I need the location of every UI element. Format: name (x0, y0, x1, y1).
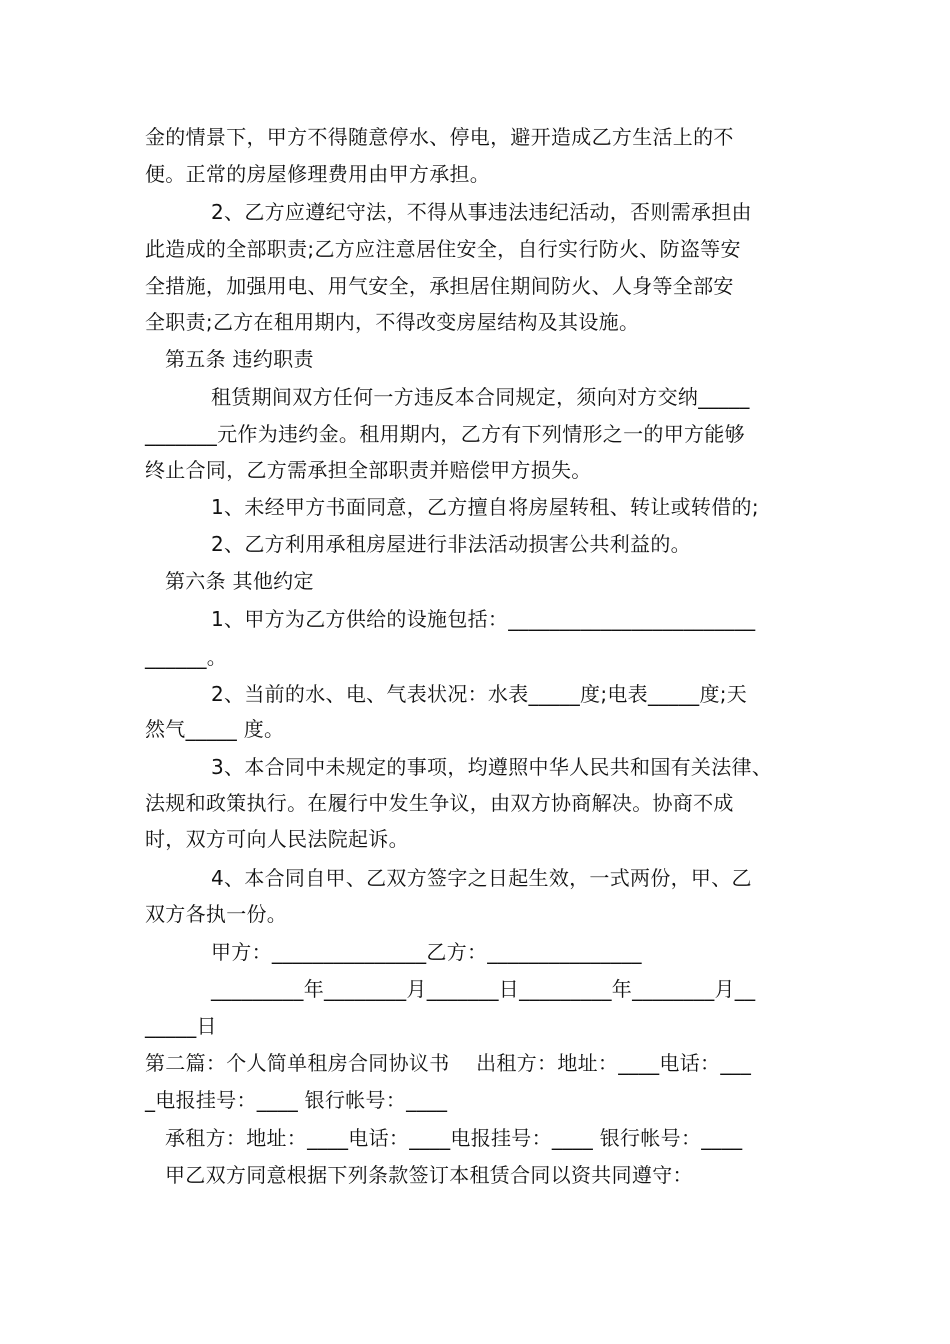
date-line: _________年________月_______日_________年________月__ (211, 977, 756, 1001)
text-line: 然气_____ 度。 (145, 717, 285, 741)
text-line: 4、本合同自甲、乙双方签字之日起生效，一式两份，甲、乙 (211, 866, 752, 890)
text-line: 2、当前的水、电、气表状况：水表_____度;电表_____度;天 (211, 682, 748, 706)
text-line: 法规和政策执行。在履行中发生争议，由双方协商解决。协商不成 (145, 791, 734, 815)
text-line: 2、乙方应遵纪守法，不得从事违法违纪活动，否则需承担由 (211, 200, 752, 224)
section-heading: 第六条 其他约定 (165, 569, 314, 593)
text-line: 便。正常的房屋修理费用由甲方承担。 (145, 162, 491, 186)
text-line: 1、未经甲方书面同意，乙方擅自将房屋转租、转让或转借的; (211, 495, 759, 519)
text-line: 终止合同，乙方需承担全部职责并赔偿甲方损失。 (145, 458, 592, 482)
text-line: 此造成的全部职责;乙方应注意居住安全，自行实行防火、防盗等安 (145, 237, 741, 261)
text-line: 租赁期间双方任何一方违反本合同规定，须向对方交纳_____ (211, 385, 750, 409)
date-line: _____日 (145, 1014, 217, 1038)
text-line: 双方各执一份。 (145, 902, 288, 926)
signature-line: 甲方：_______________乙方：_______________ (211, 940, 642, 964)
text-line: 2、乙方利用承租房屋进行非法活动损害公共利益的。 (211, 532, 691, 556)
text-line: 金的情景下，甲方不得随意停水、停电，避开造成乙方生活上的不 (145, 125, 734, 149)
text-line: 第二篇：个人简单租房合同协议书 出租方：地址：____电话：___ (145, 1051, 752, 1075)
text-line: 全职责;乙方在租用期内，不得改变房屋结构及其设施。 (145, 310, 640, 334)
text-line: 甲乙双方同意根据下列条款签订本租赁合同以资共同遵守： (165, 1163, 693, 1187)
text-line: ______。 (145, 645, 228, 669)
text-line: 1、甲方为乙方供给的设施包括：________________________ (211, 607, 756, 631)
section-heading: 第五条 违约职责 (165, 347, 314, 371)
text-line: _______元作为违约金。租用期内，乙方有下列情形之一的甲方能够 (145, 422, 745, 446)
text-line: 3、本合同中未规定的事项，均遵照中华人民共和国有关法律、 (211, 755, 773, 779)
text-line: 时，双方可向人民法院起诉。 (145, 827, 409, 851)
text-line: 全措施，加强用电、用气安全，承担居住期间防火、人身等全部安 (145, 274, 734, 298)
text-line: _电报挂号：____ 银行帐号：____ (145, 1088, 448, 1112)
text-line: 承租方：地址：____电话：____电报挂号：____ 银行帐号：____ (165, 1126, 743, 1150)
